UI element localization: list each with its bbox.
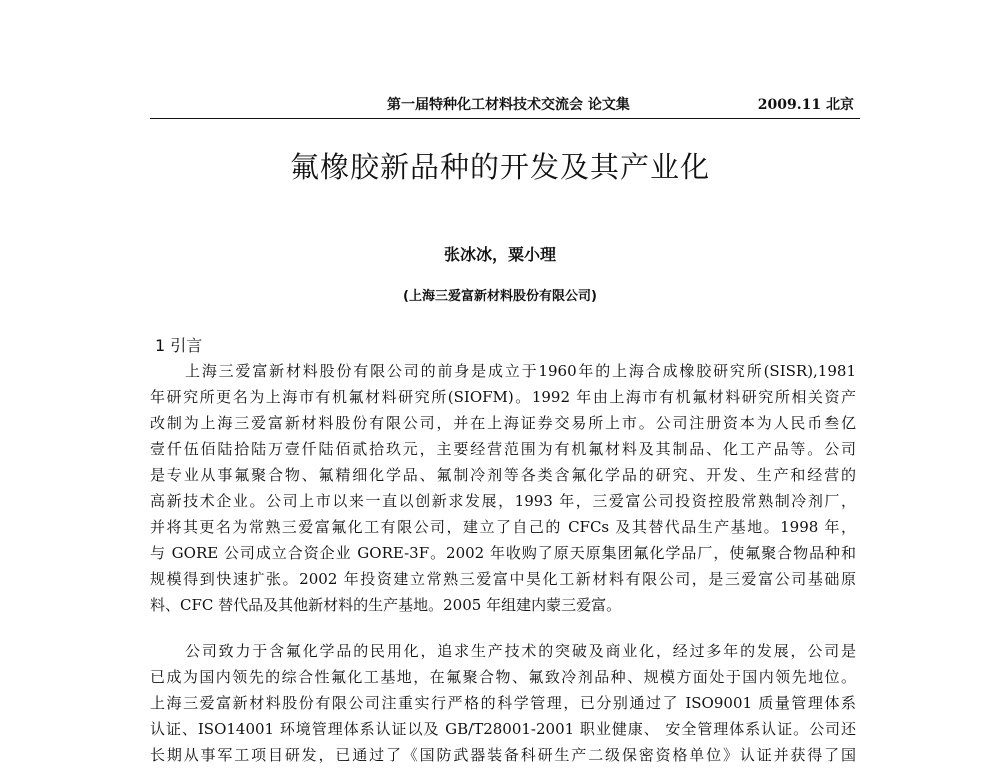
body-line: 壹仟伍佰陆拾陆万壹仟陆佰贰拾玖元，主要经营范围为有机氟材料及其制品、化工产品等。公司 [150,440,856,458]
body-line: 是专业从事氟聚合物、氟精细化学品、氟制冷剂等各类含氟化学品的研究、开发、生产和经营的 [150,466,856,484]
body-line: 长期从事军工项目研发，已通过了《国防武器装备科研生产二级保密资格单位》认证并获得了国 [150,746,856,764]
body-line: 与 GORE 公司成立合资企业 GORE-3F。2002 年收购了原天原集团氟化学品厂，使氟聚合物品种和 [150,544,856,562]
body-line: 料、CFC 替代品及其他新材料的生产基地。2005 年组建内蒙三爱富。 [150,596,622,614]
body-line: 高新技术企业。公司上市以来一直以创新求发展，1993 年，三爱富公司投资控股常熟制冷剂厂， [150,492,856,510]
section-heading: 1 引言 [155,336,203,355]
proceedings-title: 第一届特种化工材料技术交流会 论文集 [387,97,630,113]
body-line: 上海三爱富新材料股份有限公司注重实行严格的科学管理，已分别通过了 ISO9001 质量管理体系 [150,694,856,712]
body-line: 认证、ISO14001 环境管理体系认证以及 GB/T28001-2001 职业健康、 安全管理体系认证。公司还 [150,720,856,738]
affiliation: (上海三爱富新材料股份有限公司) [403,289,597,304]
body-line: 已成为国内领先的综合性氟化工基地，在氟聚合物、氟致冷剂品种、规模方面处于国内领先地位。 [150,668,856,686]
body-line: 改制为上海三爱富新材料股份有限公司，并在上海证券交易所上市。公司注册资本为人民币叁亿 [150,414,856,432]
body-line: 并将其更名为常熟三爱富氟化工有限公司，建立了自己的 CFCs 及其替代品生产基地。1998 年， [150,518,856,536]
body-line: 年研究所更名为上海市有机氟材料研究所(SIOFM)。1992 年由上海市有机氟材料研究所相关资产 [150,388,856,406]
date-place: 2009.11 北京 [757,97,854,113]
body-line: 上海三爱富新材料股份有限公司的前身是成立于1960年的上海合成橡胶研究所(SISR),1981 [185,362,856,380]
body-line: 规模得到快速扩张。2002 年投资建立常熟三爱富中昊化工新材料有限公司，是三爱富公司基础原 [150,570,856,588]
paper-title: 氟橡胶新品种的开发及其产业化 [289,150,710,184]
body-line: 公司致力于含氟化学品的民用化，追求生产技术的突破及商业化，经过多年的发展，公司是 [185,642,856,660]
running-header [150,94,860,119]
authors: 张冰冰，粟小理 [443,245,556,264]
